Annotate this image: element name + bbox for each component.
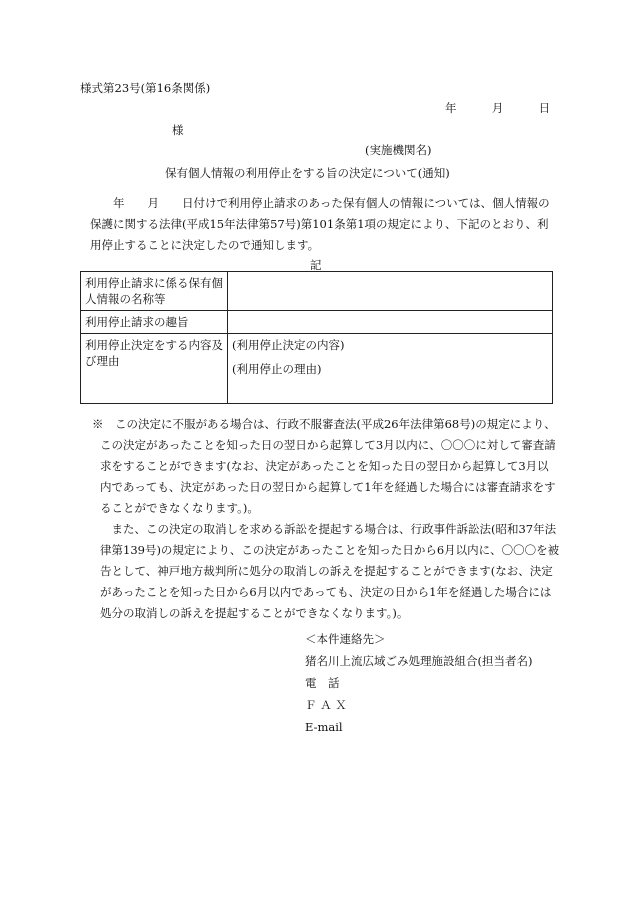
info-table xyxy=(80,271,553,404)
table-row xyxy=(81,334,553,404)
table-value xyxy=(228,272,553,311)
table-label: 利用停止請求の趣旨 xyxy=(81,311,228,334)
contact-block xyxy=(305,628,532,738)
recipient-suffix: 様 xyxy=(172,123,184,137)
contact-org: 猪名川上流広域ごみ処理施設組合(担当者名) xyxy=(305,654,533,668)
form-number: 様式第23号(第16条関係) xyxy=(80,81,211,95)
table-label: 利用停止請求に係る保有個人情報の名称等 xyxy=(81,272,228,311)
agency-name: (実施機関名) xyxy=(365,143,432,157)
contact-heading: ＜本件連絡先＞ xyxy=(305,632,386,646)
contact-phone: 電 話 xyxy=(305,676,340,690)
body-paragraph: 年 月 日付けで利用停止請求のあった保有個人の情報については、個人情報の保護に関する法律(平成15年法律第57号)第101条第1項の規定により、下記のとおり、利用停止することに決定したので通知します。 xyxy=(90,196,550,252)
table-value xyxy=(228,334,553,404)
decision-content-label: (利用停止決定の内容) xyxy=(232,338,345,352)
contact-email: E-mail xyxy=(305,720,343,734)
date-month: 月 xyxy=(491,101,504,115)
table-value xyxy=(228,311,553,334)
table-label: 利用停止決定をする内容及び理由 xyxy=(81,334,228,404)
table-row xyxy=(81,311,553,334)
date-line xyxy=(445,100,550,116)
ki-heading: 記 xyxy=(310,258,322,272)
decision-reason-label: (利用停止の理由) xyxy=(232,362,322,376)
notes xyxy=(92,414,560,624)
date-year: 年 xyxy=(445,101,457,115)
table-row xyxy=(81,272,553,311)
note-appeal: ※ この決定に不服がある場合は、行政不服審査法(平成26年法律第68号)の規定により、この決定があったことを知った日の翌日から起算して3月以内に、〇〇〇に対して審査請求をすることができます(なお、決定があったことを知った日の翌日から起算して3月以内であっても、決定があった日の翌日から起算して1年を経過した場合には審査請求をすることができなくなります。)。 xyxy=(92,417,556,515)
document-title: 保有個人情報の利用停止をする旨の決定について(通知) xyxy=(165,166,450,180)
contact-fax: Ｆ Ａ Ｘ xyxy=(305,698,347,712)
note-lawsuit: また、この決定の取消しを求める訴訟を提起する場合は、行政事件訴訟法(昭和37年法律第139号)の規定により、この決定があったことを知った日から6月以内に、〇〇〇を被告として、神戸地方裁判所に処分の取消しの訴えを提起することができます(なお、決定があったことを知った日から6月以内であっても、決定の日から1年を経過した場合には処分の取消しの訴えを提起することができなくなります。)。 xyxy=(100,522,560,620)
date-day: 日 xyxy=(538,101,551,115)
